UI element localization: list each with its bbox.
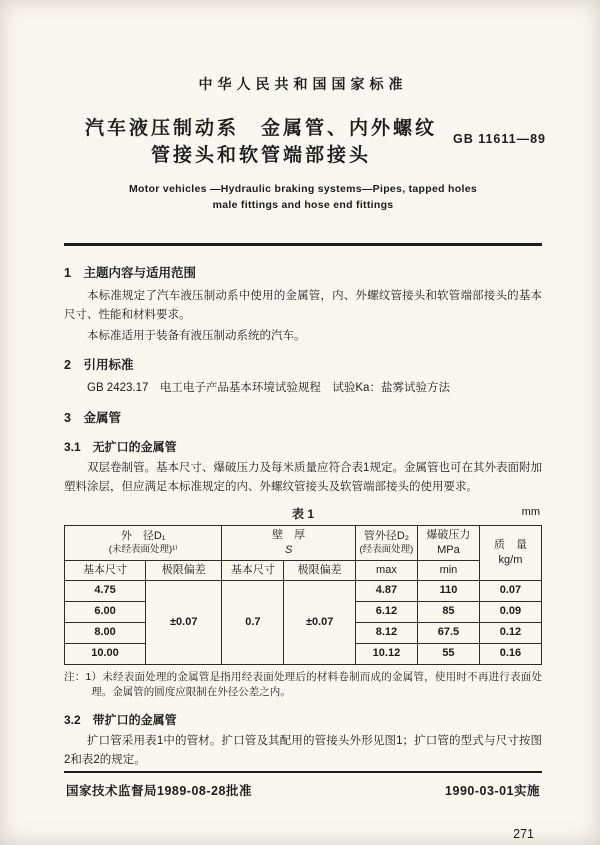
table-cell-wall-tolerance: ±0.07 (284, 580, 356, 664)
document-title-line1: 汽车液压制动系 金属管、内外螺纹 (84, 118, 437, 139)
table-cell-wall-basic: 0.7 (222, 580, 284, 664)
section-1-para-2: 本标准适用于装备有液压制动系统的汽车。 (87, 329, 306, 342)
th-mass-label: 质 量 (493, 539, 527, 552)
table-1-caption-row (64, 505, 542, 522)
th-basic-size-outer: 基本尺寸 (65, 560, 146, 580)
th-burst-pressure-unit: MPa (437, 544, 460, 557)
table-cell-mass: 0.09 (479, 601, 541, 622)
standard-number: GB 11611—89 (452, 132, 546, 146)
section-3-heading: 3 金属管 (64, 410, 121, 425)
th-limit-deviation-wall: 极限偏差 (284, 560, 356, 580)
th-min: min (417, 560, 479, 580)
th-mass-unit: kg/m (498, 554, 523, 567)
section-3-1-heading: 3.1 无扩口的金属管 (64, 439, 177, 454)
table-cell-burst-min: 85 (417, 601, 479, 622)
table-cell-coated-max: 4.87 (355, 580, 417, 601)
table-1-caption: 表 1 (291, 507, 314, 522)
th-max: max (355, 560, 417, 580)
table-cell-mass: 0.16 (479, 643, 541, 664)
section-3-2-heading: 3.2 带扩口的金属管 (64, 713, 177, 728)
section-1-para-1: 本标准规定了汽车液压制动系中使用的金属管，内、外螺纹管接头和软管端部接头的基本尺寸、性能和材料要求。 (64, 290, 542, 322)
section-2-reference: GB 2423.17 电工电子产品基本环境试验规程 试验Ka：盐雾试验方法 (87, 382, 450, 395)
table-cell-outer-dia: 10.00 (65, 643, 146, 664)
english-title (64, 182, 542, 214)
table-header-row-2 (65, 560, 542, 580)
table-cell-burst-min: 67.5 (417, 622, 479, 643)
table-cell-mass: 0.07 (479, 580, 541, 601)
th-coated-diameter-label: 管外径D₂ (363, 530, 410, 543)
footer (64, 777, 542, 799)
th-coated-diameter-sub: (经表面处理) (359, 544, 414, 556)
th-mass (479, 526, 541, 581)
table-cell-coated-max: 6.12 (355, 601, 417, 622)
th-coated-diameter (355, 526, 417, 561)
english-title-line1: Motor vehicles —Hydraulic braking systems—Pipes, tapped holes (129, 182, 477, 195)
footer-implementation: 1990-03-01实施 (445, 783, 540, 798)
table-header-row-1 (65, 526, 542, 561)
table-cell-mass: 0.12 (479, 622, 541, 643)
table-cell-outer-dia: 8.00 (65, 622, 146, 643)
table-cell-coated-max: 10.12 (355, 643, 417, 664)
table-cell-coated-max: 8.12 (355, 622, 417, 643)
title-block (64, 116, 546, 170)
table-1-note: 注：1）未经表面处理的金属管是指用经表面处理后的材料卷制而成的金属管，使用时不再进行表面处理。金属管的圆度应限制在外径公差之内。 (64, 670, 542, 699)
th-limit-deviation-outer: 极限偏差 (146, 560, 222, 580)
th-burst-pressure (417, 526, 479, 561)
section-3-1-para: 双层卷制管。基本尺寸、爆破压力及每米质量应符合表1规定。金属管也可在其外表面附加塑料涂层，但应满足本标准规定的内、外螺纹管接头及软管端部接头的使用要求。 (64, 461, 542, 493)
th-wall-thickness-label: 壁 厚 (272, 529, 306, 542)
table-cell-burst-min: 110 (417, 580, 479, 601)
th-outer-diameter (65, 526, 222, 561)
section-1-heading: 1 主题内容与适用范围 (64, 266, 196, 281)
english-title-line2: male fittings and hose end fittings (212, 198, 394, 211)
table-cell-outer-dia: 6.00 (65, 601, 146, 622)
th-basic-size-wall: 基本尺寸 (222, 560, 284, 580)
table-row (65, 580, 542, 601)
th-wall-thickness (222, 526, 356, 561)
th-outer-diameter-label: 外 径D₁ (120, 530, 166, 543)
standard-header: 中华人民共和国国家标准 (198, 76, 408, 92)
th-outer-diameter-sub: (未经表面处理)¹⁾ (108, 544, 178, 556)
table-cell-outer-dia: 4.75 (65, 580, 146, 601)
section-2-heading: 2 引用标准 (64, 358, 134, 373)
divider-top (64, 243, 542, 246)
table-1-unit: mm (521, 506, 540, 519)
th-burst-pressure-label: 爆破压力 (426, 529, 471, 542)
table-cell-burst-min: 55 (417, 643, 479, 664)
table-1 (64, 525, 542, 665)
table-cell-outer-dia-tolerance: ±0.07 (146, 580, 222, 664)
page-number: 271 (513, 826, 534, 841)
section-3-2-para: 扩口管采用表1中的管材。扩口管及其配用的管接头外形见图1；扩口管的型式与尺寸按图2和表2的规定。 (64, 735, 542, 766)
footer-approval: 国家技术监督局1989-08-28批准 (66, 783, 252, 798)
divider-bottom (64, 771, 542, 773)
document-title-line2: 管接头和软管端部接头 (150, 144, 371, 166)
th-wall-thickness-symbol: S (284, 544, 293, 557)
